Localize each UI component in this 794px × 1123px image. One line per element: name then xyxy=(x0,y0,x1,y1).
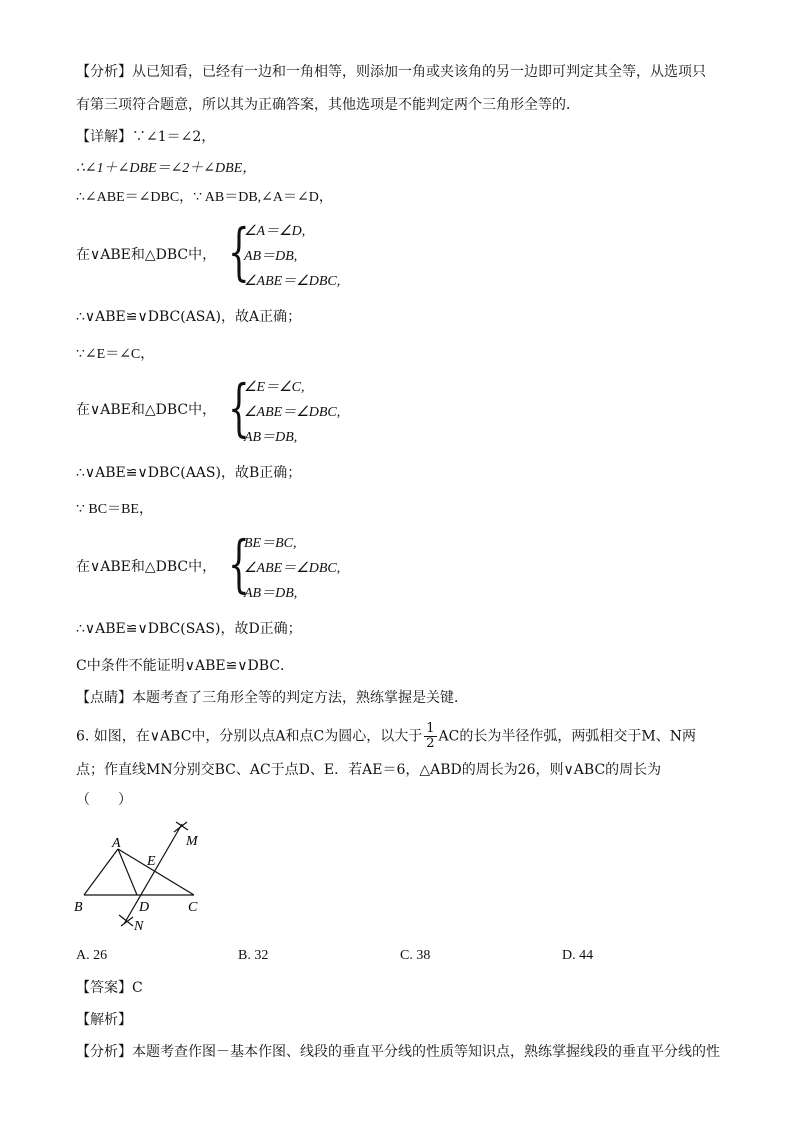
system-3-row: BE＝BC, xyxy=(244,536,297,551)
line-7: ∴∨ABE≌∨DBC(ASA)，故A正确； xyxy=(76,309,302,325)
answer-line: 【答案】C xyxy=(76,980,143,996)
system-3-row: AB＝DB, xyxy=(244,586,298,601)
system-2-row: ∠ABE＝∠DBC, xyxy=(244,405,341,420)
line-5: ∴∠ABE＝∠DBC，∵ AB＝DB,∠A＝∠D， xyxy=(76,190,333,205)
geometry-figure xyxy=(70,820,210,932)
line-15: 【点睛】本题考查了三角形全等的判定方法，熟练掌握是关键． xyxy=(76,690,468,706)
line-13: ∴∨ABE≌∨DBC(SAS)，故D正确； xyxy=(76,621,302,637)
analysis-body: 【分析】本题考查作图－基本作图、线段的垂直平分线的性质等知识点，熟练掌握线段的垂直平分线的性 xyxy=(76,1044,720,1060)
system-2-row: ∠E＝∠C, xyxy=(244,380,305,395)
line-3: 【详解】∵∠1＝∠2， xyxy=(76,129,216,145)
fraction-one-half: $\frac{1}{2}$ xyxy=(426,721,435,751)
brace-3: { xyxy=(228,527,250,600)
label-M: M xyxy=(186,834,198,849)
option-b: B. 32 xyxy=(238,948,269,963)
label-A: A xyxy=(112,836,121,851)
system-2-row: AB＝DB, xyxy=(244,430,298,445)
line-1: 【分析】从已知看，已经有一边和一角相等，则添加一角或夹该角的另一边即可判定其全等，从选项只 xyxy=(76,64,706,80)
option-c: C. 38 xyxy=(400,948,431,963)
line-2: 有第三项符合题意，所以其为正确答案，其他选项是不能判定两个三角形全等的． xyxy=(76,97,580,113)
line-4: ∴∠1＋∠DBE＝∠2＋∠DBE， xyxy=(76,161,257,176)
system-3-row: ∠ABE＝∠DBC, xyxy=(244,561,341,576)
line-10: ∴∨ABE≌∨DBC(AAS)，故B正确； xyxy=(76,465,302,481)
question-6-line-3: （ ） xyxy=(76,792,132,808)
analysis-heading: 【解析】 xyxy=(76,1012,132,1028)
brace-1: { xyxy=(228,215,250,288)
question-6-line-1 xyxy=(76,722,696,751)
line-14: C中条件不能证明∨ABE≌∨DBC． xyxy=(76,658,295,674)
label-C: C xyxy=(188,900,198,915)
line-6-prefix: 在∨ABE和△DBC中， xyxy=(76,247,217,263)
system-1-row: ∠A＝∠D, xyxy=(244,224,306,239)
line-12-prefix: 在∨ABE和△DBC中， xyxy=(76,559,217,575)
label-E: E xyxy=(147,854,156,869)
option-a: A. 26 xyxy=(76,948,108,963)
label-D: D xyxy=(139,900,150,915)
question-6-text-a: 6. 如图，在∨ABC中，分别以点A和点C为圆心，以大于 xyxy=(76,728,423,745)
system-1-row: AB＝DB, xyxy=(244,249,298,264)
label-B: B xyxy=(74,900,83,915)
question-6-text-b: AC的长为半径作弧，两弧相交于M、N两 xyxy=(438,728,696,745)
line-9-prefix: 在∨ABE和△DBC中， xyxy=(76,402,217,418)
brace-2: { xyxy=(228,371,250,444)
line-8: ∵∠E＝∠C， xyxy=(76,347,155,362)
system-1-row: ∠ABE＝∠DBC, xyxy=(244,274,341,289)
question-6-line-2: 点；作直线MN分别交BC、AC于点D、E．若AE＝6，△ABD的周长为26，则∨ABC的周长为 xyxy=(76,762,662,778)
line-11: ∵ BC＝BE， xyxy=(76,502,153,517)
label-N: N xyxy=(134,919,144,932)
option-d: D. 44 xyxy=(562,948,594,963)
